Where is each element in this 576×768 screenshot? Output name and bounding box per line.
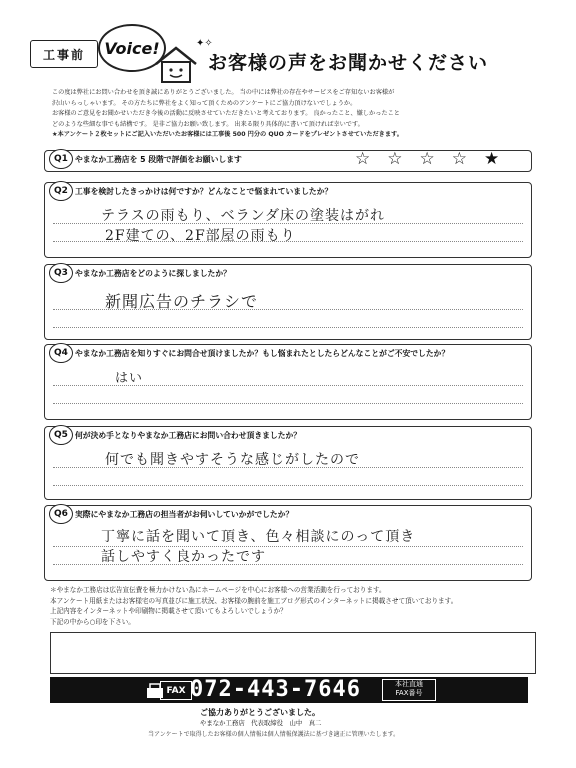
- answer-text[interactable]: テラスの雨もり、ベランダ床の塗装はがれ: [101, 208, 386, 224]
- question-5: [44, 426, 532, 500]
- question-2: [44, 182, 532, 258]
- question-text: 実際にやまなか工務店の担当者がお伺いしていかがでしたか？: [75, 510, 294, 519]
- intro-line: お客様のご意見をお聞かせいただき今後の活動に反映させていただきたいと考えております。 良かったこと、嫌しかったこと: [52, 110, 400, 118]
- company-name: やまなか工務店 代表取締役 山中 真二: [200, 719, 322, 727]
- question-4: [44, 344, 532, 420]
- question-number: Q5: [49, 425, 73, 445]
- house-icon: [152, 44, 200, 84]
- star-empty-icon[interactable]: ☆: [355, 149, 371, 169]
- footer-note-line: 上記内容をインターネットや印刷物に掲載させて頂いてもよろしいでしょうか？: [50, 607, 287, 616]
- fax-number[interactable]: 072-443-7646: [190, 677, 361, 702]
- before-construction-badge: 工事前: [30, 40, 98, 68]
- star-empty-icon[interactable]: ☆: [387, 149, 403, 169]
- intro-line: この度は弊社にお問い合わせを頂き誠にありがとうございました。 当の中には弊社の存在やサービスをご存知ないお客様が: [52, 89, 395, 96]
- answer-text[interactable]: 何でも聞きやすそうな感じがしたので: [105, 452, 360, 468]
- answer-text[interactable]: 2F建ての、2F部屋の雨もり: [105, 228, 296, 244]
- footer-note-line: 下記の中から○印を下さい。: [50, 617, 135, 626]
- star-empty-icon[interactable]: ☆: [451, 149, 467, 169]
- question-number: Q4: [49, 343, 73, 363]
- footer-notes: [50, 585, 540, 627]
- fax-label: FAX: [160, 681, 192, 700]
- thanks-text: ご協力ありがとうございました。: [200, 708, 320, 717]
- question-text: 何が決め手となりやまなか工務店にお問い合わせ頂きましたか？: [75, 431, 302, 440]
- question-6: [44, 505, 532, 581]
- question-1: [44, 150, 532, 172]
- rating-stars[interactable]: [355, 149, 499, 169]
- fax-bar: [50, 677, 528, 703]
- fax-side-line: 本社直通: [395, 680, 423, 688]
- star-filled-icon[interactable]: ★: [484, 149, 500, 169]
- footer-note-line: ＊やまなか工務店は広告宣伝費を極力かけない為にホームページを中心にお客様への営業活動を行っております。: [50, 586, 386, 594]
- question-number: Q3: [49, 263, 73, 283]
- intro-line: どのような些細な事でも結構です。 是非ご協力お願い致します。 出来る限り具体的に書いて頂ければ幸いです。: [52, 120, 364, 128]
- question-number: Q6: [49, 504, 73, 524]
- footer-note-line: 本アンケート用紙またはお客様宅の写真並びに施工状況、お客様の腕前を施工ブログ形式のインターネットに掲載させて頂いております。: [50, 596, 458, 605]
- consent-box[interactable]: [50, 632, 536, 674]
- star-empty-icon[interactable]: ☆: [419, 149, 435, 169]
- intro-line: ★本アンケート２枚セットにご記入いただいたお客様には工事後 500 円分の QUO カードをプレゼントさせていただきます。: [52, 131, 403, 139]
- fax-side-label: [382, 679, 436, 701]
- question-text: やまなか工務店を 5 段階で評価をお願いします: [75, 155, 242, 164]
- question-number: Q2: [49, 181, 73, 201]
- privacy-note: 当アンケートで取得したお客様の個人情報は個人情報保護法に基づき適正に管理いたします。: [148, 731, 400, 738]
- question-number: Q1: [49, 149, 73, 169]
- answer-text[interactable]: 新聞広告のチラシで: [105, 292, 259, 311]
- question-3: [44, 264, 532, 340]
- answer-text[interactable]: 話しやすく良かったです: [101, 549, 266, 565]
- sparkle-icon: ✦✧: [196, 38, 213, 49]
- question-text: 工事を検討したきっかけは何ですか？どんなことで悩まれていましたか？: [75, 187, 333, 196]
- voice-bubble: Voice!: [98, 24, 166, 72]
- answer-text[interactable]: 丁寧に話を聞いて頂き、色々相談にのって頂き: [101, 529, 416, 545]
- page-title: お客様の声をお聞かせください: [208, 52, 489, 74]
- question-text: やまなか工務店を知りすぐにお問合せ頂けましたか？もし悩まれたとしたらどんなことがご不安でしたか？: [75, 349, 450, 358]
- intro-text: [52, 88, 532, 141]
- fax-side-line: FAX番号: [395, 689, 423, 697]
- question-text: やまなか工務店をどのように探しましたか？: [75, 269, 231, 278]
- intro-line: 沢山いらっしゃいます。 その方たちに弊社をよく知って頂くためのアンケートにご協力頂けないでしょうか。: [52, 99, 357, 107]
- answer-text[interactable]: はい: [115, 371, 144, 386]
